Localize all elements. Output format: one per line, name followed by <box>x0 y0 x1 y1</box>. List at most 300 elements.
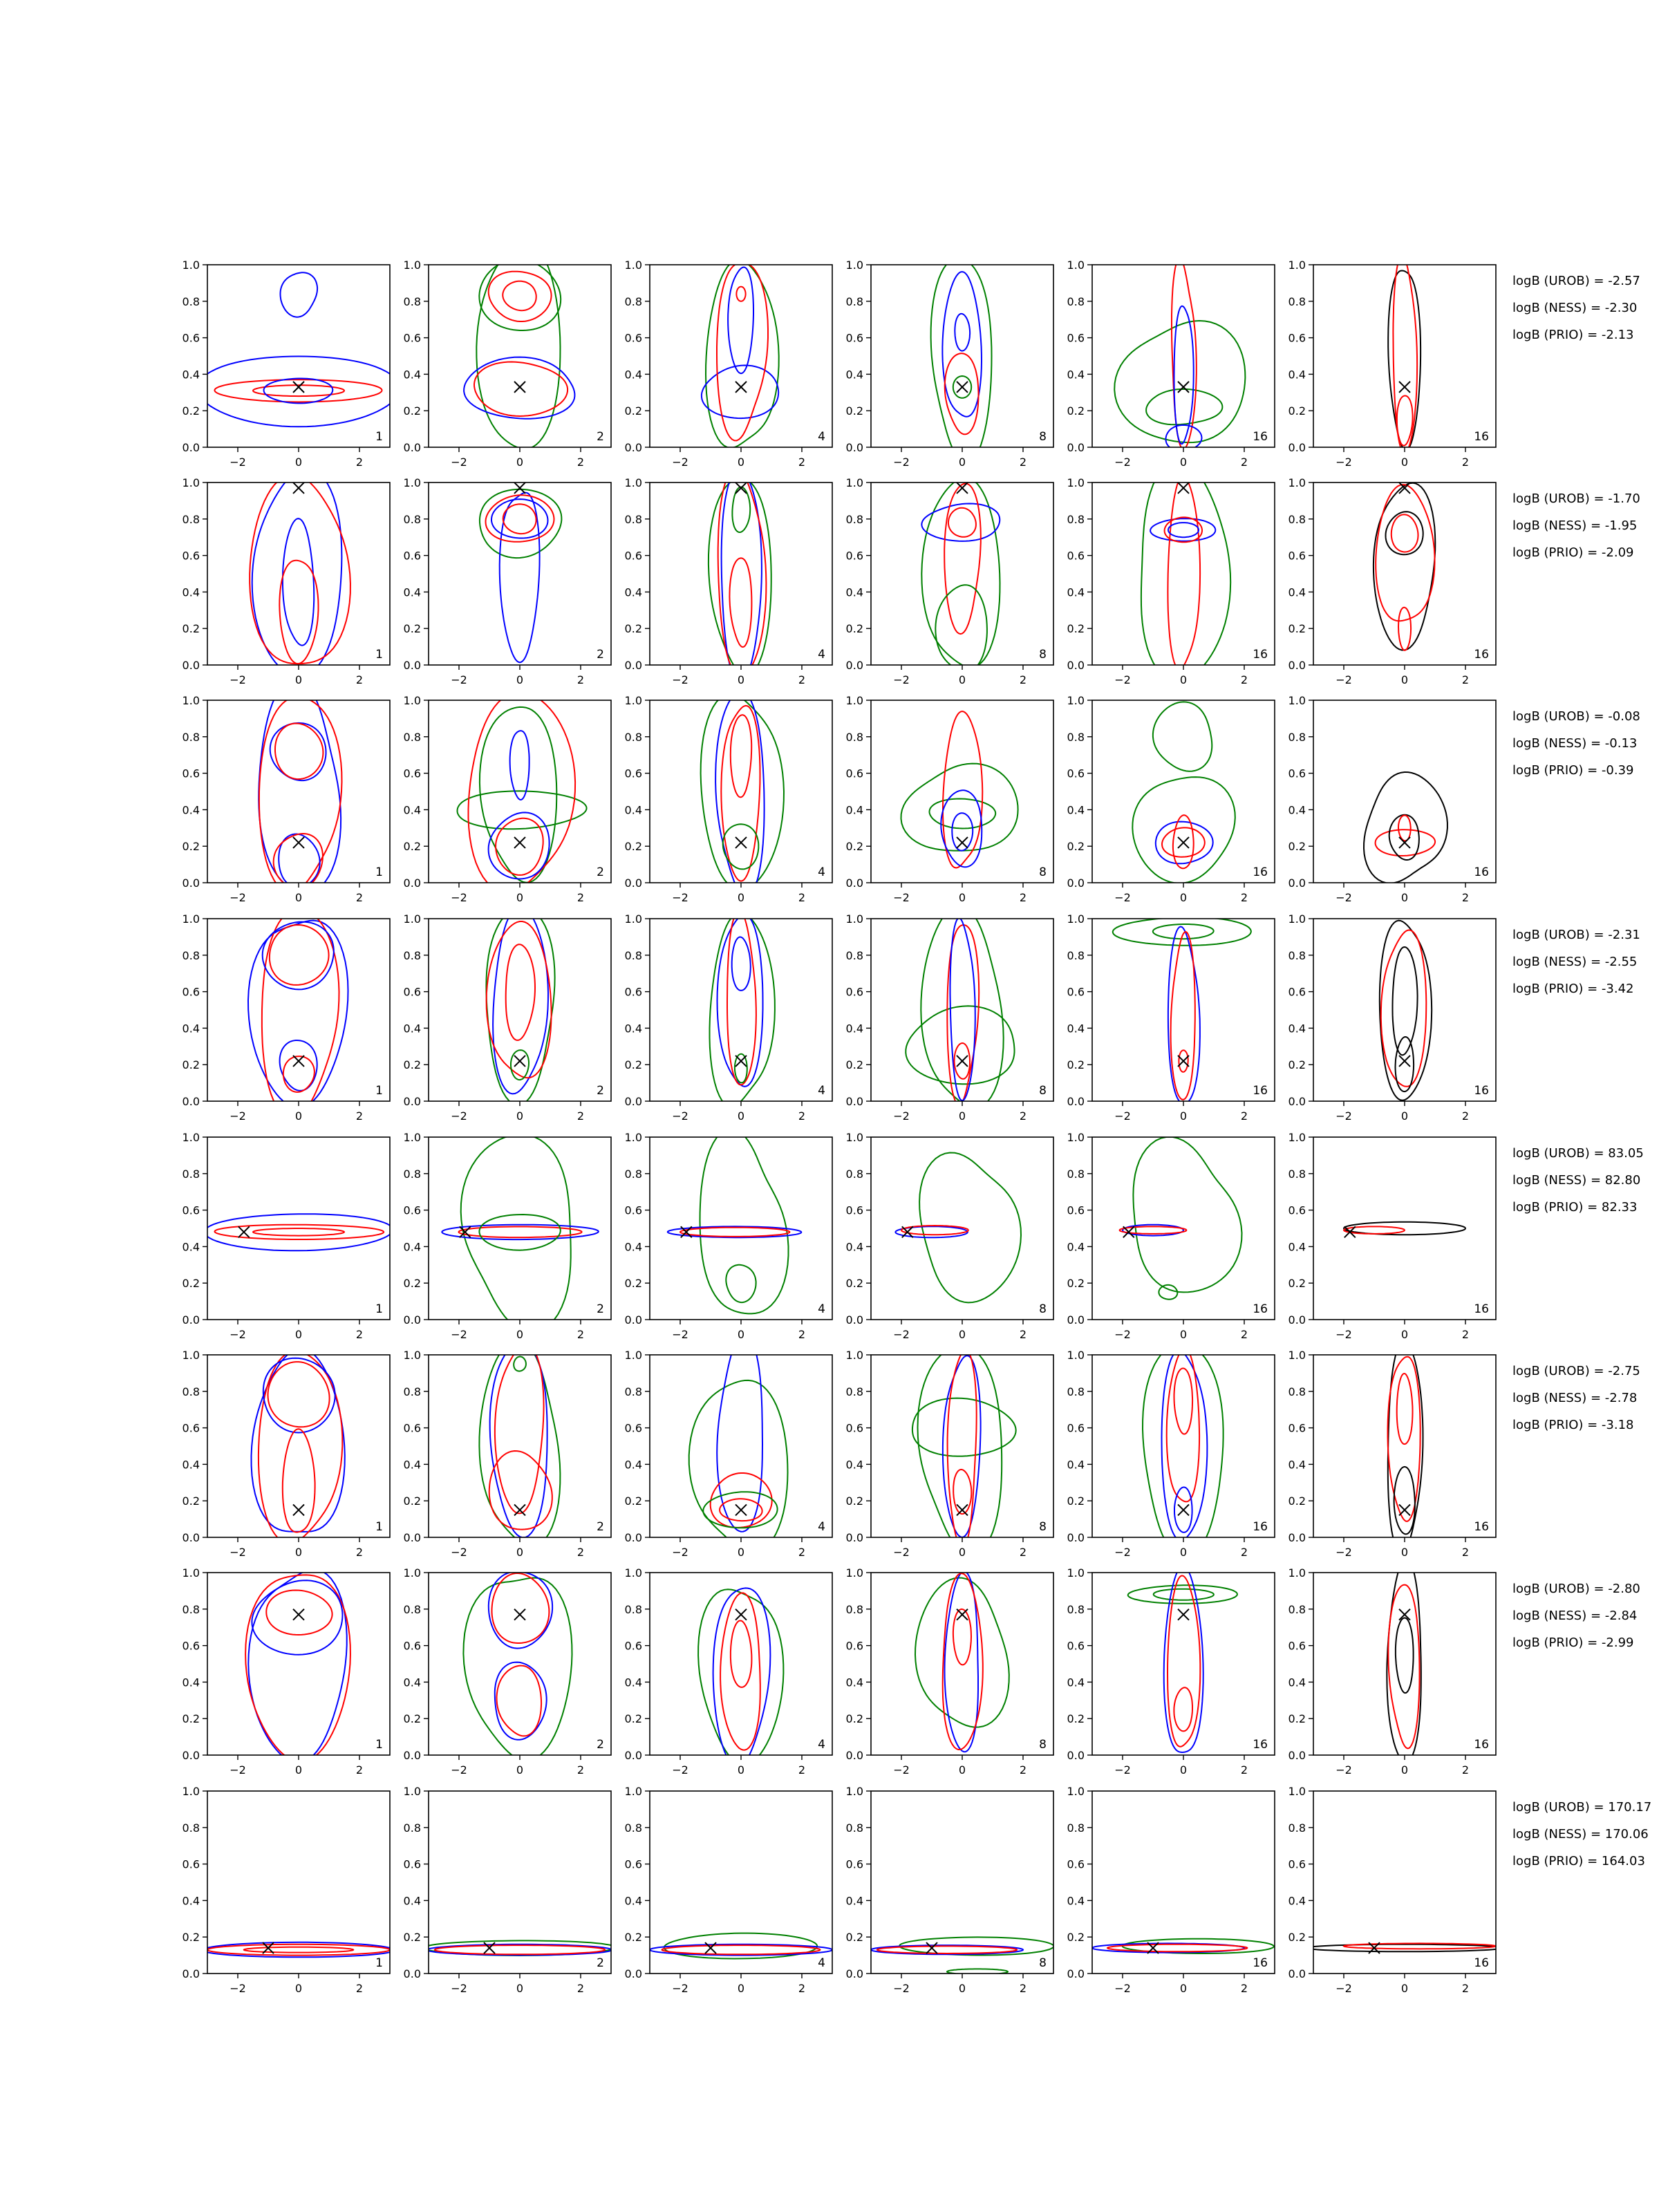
y-tick-label: 0.0 <box>403 1313 421 1327</box>
x-tick-label: 0 <box>516 1982 524 1995</box>
contour-black <box>1393 947 1418 1055</box>
x-tick-label: 0 <box>294 1546 303 1559</box>
y-tick-label: 0.2 <box>403 622 421 636</box>
y-tick-label: 0.6 <box>624 549 642 563</box>
y-tick-label: 0.0 <box>845 441 863 454</box>
y-tick-label: 0.8 <box>403 1167 421 1181</box>
true-value-marker <box>957 837 968 848</box>
y-tick-label: 1.0 <box>624 259 642 272</box>
y-tick-label: 0.6 <box>845 549 863 563</box>
contour-red <box>662 1945 821 1954</box>
contour-group <box>710 910 775 1107</box>
x-tick-label: −2 <box>672 891 688 904</box>
y-tick-label: 0.6 <box>1067 1639 1085 1653</box>
x-tick-label: 0 <box>958 456 966 469</box>
contour-red <box>731 1621 752 1687</box>
contour-black <box>1396 1618 1414 1694</box>
y-tick-label: 1.0 <box>403 259 421 272</box>
axes-frame <box>207 482 390 665</box>
y-tick-label: 0.4 <box>1288 1894 1306 1908</box>
panel-number-label: 16 <box>1253 430 1268 444</box>
axes-frame <box>429 265 611 447</box>
y-tick-label: 0.4 <box>624 1458 642 1472</box>
y-tick-label: 0.6 <box>1067 549 1085 563</box>
panel-r6-c1 <box>182 1349 390 1559</box>
y-tick-label: 0.8 <box>624 512 642 526</box>
contour-red <box>731 715 751 797</box>
y-tick-label: 0.4 <box>624 1240 642 1254</box>
x-tick-label: 2 <box>1019 1546 1027 1559</box>
panel-r8-c6 <box>1288 1785 1502 1995</box>
y-tick-label: 0.0 <box>624 1967 642 1980</box>
panel-number-label: 4 <box>818 430 825 444</box>
x-tick-label: −2 <box>229 673 246 686</box>
x-tick-label: 2 <box>1461 1328 1470 1341</box>
true-value-marker <box>957 1609 968 1620</box>
y-tick-label: 0.2 <box>624 1277 642 1291</box>
x-tick-label: 0 <box>294 673 303 686</box>
y-tick-label: 0.0 <box>1288 877 1306 890</box>
panel-number-label: 16 <box>1474 1084 1489 1098</box>
contour-green <box>710 912 775 1107</box>
y-tick-label: 0.8 <box>845 512 863 526</box>
logb-label: logB (PRIO) = -3.42 <box>1512 982 1634 996</box>
true-value-marker <box>514 837 525 848</box>
contour-red <box>489 272 552 321</box>
x-tick-label: 2 <box>1019 1109 1027 1123</box>
contour-group <box>250 469 350 677</box>
contour-group <box>921 478 1000 672</box>
contour-red <box>711 1473 772 1528</box>
y-tick-label: 0.0 <box>1067 441 1085 454</box>
y-tick-label: 0.0 <box>624 1531 642 1544</box>
axes-frame <box>871 919 1053 1101</box>
y-tick-label: 1.0 <box>624 476 642 489</box>
y-tick-label: 0.6 <box>624 1203 642 1217</box>
x-tick-label: 2 <box>798 891 806 904</box>
contour-black <box>1394 1467 1415 1535</box>
panel-r4-c2 <box>404 907 611 1123</box>
panel-number-label: 1 <box>375 648 383 662</box>
panel-r7-c1 <box>182 1566 390 1777</box>
y-tick-label: 0.6 <box>1067 1203 1085 1217</box>
x-tick-label: 2 <box>577 1109 585 1123</box>
contour-blue <box>495 1662 547 1740</box>
logb-label: logB (NESS) = -2.84 <box>1512 1609 1638 1623</box>
y-tick-label: 1.0 <box>1067 912 1085 926</box>
logb-label: logB (UROB) = -0.08 <box>1512 709 1640 724</box>
x-tick-label: 2 <box>1461 456 1470 469</box>
x-tick-label: −2 <box>1114 673 1131 686</box>
x-tick-label: 0 <box>1400 1109 1409 1123</box>
contour-red <box>486 495 554 542</box>
x-tick-label: −2 <box>451 1982 467 1995</box>
y-tick-label: 0.4 <box>1288 368 1306 382</box>
y-tick-label: 0.6 <box>403 985 421 999</box>
y-tick-label: 0.2 <box>1067 404 1085 418</box>
y-tick-label: 0.2 <box>1288 840 1306 854</box>
y-tick-label: 0.0 <box>1288 441 1306 454</box>
contour-group <box>1143 1344 1224 1558</box>
contour-blue <box>950 918 975 1100</box>
logb-annotations-row-2 <box>1512 491 1640 560</box>
axes-frame <box>650 919 832 1101</box>
contour-black <box>1344 1222 1465 1235</box>
contour-green <box>1113 917 1251 946</box>
contour-red <box>943 711 982 868</box>
true-value-marker <box>514 382 525 393</box>
panel-number-label: 16 <box>1253 1302 1268 1316</box>
y-tick-label: 1.0 <box>1067 1131 1085 1144</box>
y-tick-label: 1.0 <box>624 1785 642 1798</box>
y-tick-label: 0.2 <box>1067 1931 1085 1944</box>
y-tick-label: 0.8 <box>182 1602 200 1616</box>
panel-number-label: 2 <box>597 1302 604 1316</box>
y-tick-label: 0.2 <box>1288 1712 1306 1726</box>
y-tick-label: 0.6 <box>182 985 200 999</box>
y-tick-label: 0.4 <box>182 1676 200 1689</box>
y-tick-label: 0.2 <box>403 1277 421 1291</box>
y-tick-label: 0.6 <box>403 767 421 780</box>
contour-blue <box>510 731 529 800</box>
x-tick-label: 2 <box>798 673 806 686</box>
y-tick-label: 0.0 <box>624 1749 642 1762</box>
panel-number-label: 16 <box>1474 1302 1489 1316</box>
contour-green <box>732 487 750 533</box>
panel-grid <box>182 241 1652 1995</box>
x-tick-label: 2 <box>1019 456 1027 469</box>
contour-blue <box>270 723 326 780</box>
axes-frame <box>207 1573 390 1755</box>
y-tick-label: 0.2 <box>1067 1494 1085 1508</box>
y-tick-label: 1.0 <box>624 1566 642 1580</box>
y-tick-label: 0.0 <box>403 1749 421 1762</box>
panel-r8-c3 <box>625 1785 832 1995</box>
y-tick-label: 0.2 <box>845 1058 863 1072</box>
y-tick-label: 0.4 <box>182 1458 200 1472</box>
contour-red <box>207 1944 390 1956</box>
contour-red <box>492 1573 550 1643</box>
y-tick-label: 0.6 <box>845 767 863 780</box>
y-tick-label: 1.0 <box>1288 1349 1306 1362</box>
y-tick-label: 0.0 <box>624 441 642 454</box>
y-tick-label: 0.8 <box>1067 948 1085 962</box>
x-tick-label: 0 <box>516 1109 524 1123</box>
y-tick-label: 0.2 <box>624 1931 642 1944</box>
y-tick-label: 0.4 <box>403 803 421 817</box>
y-tick-label: 1.0 <box>1288 912 1306 926</box>
contour-group <box>709 468 771 683</box>
contour-red <box>948 508 976 537</box>
x-tick-label: 0 <box>958 1982 966 1995</box>
x-tick-label: 0 <box>1179 1763 1188 1777</box>
y-tick-label: 0.8 <box>1067 1821 1085 1835</box>
x-tick-label: −2 <box>672 456 688 469</box>
contour-red <box>253 1228 344 1236</box>
x-tick-label: −2 <box>1335 1982 1352 1995</box>
contour-group <box>1344 1222 1465 1235</box>
x-tick-label: 2 <box>1019 1982 1027 1995</box>
y-tick-label: 0.0 <box>182 1749 200 1762</box>
contour-group <box>1113 917 1251 1104</box>
x-tick-label: 2 <box>1019 1328 1027 1341</box>
y-tick-label: 1.0 <box>624 1131 642 1144</box>
logb-label: logB (NESS) = 82.80 <box>1512 1173 1641 1188</box>
y-tick-label: 0.2 <box>182 840 200 854</box>
x-tick-label: 0 <box>516 1328 524 1341</box>
y-tick-label: 1.0 <box>624 912 642 926</box>
panel-r1-c4 <box>846 258 1053 469</box>
panel-number-label: 4 <box>818 1738 825 1752</box>
logb-label: logB (PRIO) = 82.33 <box>1512 1200 1638 1215</box>
y-tick-label: 0.0 <box>1288 1313 1306 1327</box>
contour-green <box>1159 1285 1177 1300</box>
contour-green <box>1141 461 1230 682</box>
panel-r2-c4 <box>846 476 1053 686</box>
x-tick-label: 2 <box>355 1328 364 1341</box>
panel-r2-c1 <box>182 469 390 686</box>
x-tick-label: 2 <box>1240 456 1248 469</box>
x-tick-label: 2 <box>355 1546 364 1559</box>
panel-number-label: 1 <box>375 1738 383 1752</box>
contour-group <box>915 1571 1009 1752</box>
y-tick-label: 0.0 <box>1067 659 1085 672</box>
y-tick-label: 0.4 <box>1067 1458 1085 1472</box>
panel-r2-c5 <box>1067 461 1275 686</box>
contour-black <box>1388 1341 1423 1554</box>
x-tick-label: 2 <box>577 891 585 904</box>
contour-group <box>1141 461 1230 682</box>
contour-group <box>1374 483 1435 650</box>
y-tick-label: 0.2 <box>845 404 863 418</box>
x-tick-label: −2 <box>672 1328 688 1341</box>
contour-red <box>283 1429 315 1532</box>
x-tick-label: 0 <box>737 1763 745 1777</box>
y-tick-label: 0.6 <box>1067 985 1085 999</box>
logb-label: logB (NESS) = -2.55 <box>1512 955 1638 969</box>
contour-blue <box>1164 1566 1203 1752</box>
y-tick-label: 0.4 <box>624 1676 642 1689</box>
y-tick-label: 0.6 <box>403 1639 421 1653</box>
contour-red <box>215 379 382 402</box>
contour-red <box>1398 608 1411 650</box>
y-tick-label: 0.2 <box>403 1712 421 1726</box>
y-tick-label: 0.4 <box>403 1240 421 1254</box>
x-tick-label: 0 <box>1400 1982 1409 1995</box>
contour-blue <box>1168 523 1199 537</box>
contour-green <box>1146 389 1222 424</box>
contour-green <box>461 1134 571 1332</box>
x-tick-label: −2 <box>1335 1109 1352 1123</box>
y-tick-label: 0.0 <box>1067 1967 1085 1980</box>
contour-black <box>1364 772 1447 883</box>
true-value-marker <box>460 1226 471 1237</box>
contour-red <box>1376 485 1434 621</box>
y-tick-label: 0.4 <box>182 1894 200 1908</box>
x-tick-label: −2 <box>1114 1109 1131 1123</box>
y-tick-label: 0.0 <box>624 659 642 672</box>
panel-r3-c3 <box>625 692 832 904</box>
panel-number-label: 16 <box>1474 865 1489 879</box>
y-tick-label: 0.4 <box>624 368 642 382</box>
panel-number-label: 8 <box>1039 1956 1047 1970</box>
panel-number-label: 2 <box>597 1520 604 1534</box>
axes-frame <box>1313 919 1496 1101</box>
contour-group <box>486 907 554 1105</box>
y-tick-label: 0.6 <box>624 331 642 345</box>
y-tick-label: 0.2 <box>1067 1058 1085 1072</box>
y-tick-label: 0.2 <box>1288 622 1306 636</box>
axes-frame <box>871 482 1053 665</box>
true-value-marker <box>1399 837 1410 848</box>
y-tick-label: 0.4 <box>182 803 200 817</box>
y-tick-label: 0.4 <box>1288 803 1306 817</box>
y-tick-label: 0.0 <box>182 441 200 454</box>
panel-r3-c1 <box>182 679 390 904</box>
panel-r4-c4 <box>846 906 1053 1123</box>
y-tick-label: 1.0 <box>845 259 863 272</box>
contour-group <box>912 1347 1016 1556</box>
y-tick-label: 0.4 <box>1288 1240 1306 1254</box>
y-tick-label: 1.0 <box>182 1349 200 1362</box>
panel-r5-c3 <box>625 1129 832 1341</box>
contour-red <box>944 484 981 635</box>
x-tick-label: 2 <box>1019 673 1027 686</box>
y-tick-label: 0.8 <box>403 948 421 962</box>
contour-red <box>1344 1226 1405 1234</box>
y-tick-label: 0.8 <box>403 294 421 308</box>
x-tick-label: −2 <box>229 1328 246 1341</box>
contour-blue <box>728 268 753 374</box>
logb-label: logB (UROB) = 170.17 <box>1512 1800 1652 1815</box>
contour-red <box>953 1470 971 1514</box>
panel-number-label: 8 <box>1039 648 1047 662</box>
x-tick-label: 0 <box>294 1328 303 1341</box>
panel-number-label: 1 <box>375 1520 383 1534</box>
axes-frame <box>1313 482 1496 665</box>
y-tick-label: 0.0 <box>403 877 421 890</box>
contour-group <box>198 272 400 427</box>
contour-blue <box>252 1349 345 1532</box>
y-tick-label: 1.0 <box>845 694 863 707</box>
x-tick-label: 2 <box>1240 1763 1248 1777</box>
panel-number-label: 4 <box>818 1956 825 1970</box>
panel-r8-c1 <box>182 1785 394 1995</box>
contour-group <box>248 909 348 1118</box>
x-tick-label: 2 <box>1019 891 1027 904</box>
logb-annotations-row-1 <box>1512 274 1640 342</box>
y-tick-label: 0.4 <box>182 1022 200 1035</box>
y-tick-label: 0.4 <box>845 1894 863 1908</box>
contour-red <box>275 724 323 780</box>
contour-blue <box>281 272 318 317</box>
logb-annotations-row-4 <box>1512 928 1640 996</box>
y-tick-label: 0.2 <box>845 1277 863 1291</box>
y-tick-label: 0.6 <box>403 549 421 563</box>
y-tick-label: 0.8 <box>403 1385 421 1398</box>
x-tick-label: 0 <box>1179 1328 1188 1341</box>
panel-number-label: 4 <box>818 865 825 879</box>
true-value-marker <box>926 1942 937 1953</box>
x-tick-label: 2 <box>355 1982 364 1995</box>
panel-number-label: 16 <box>1474 1520 1489 1534</box>
y-tick-label: 0.0 <box>403 659 421 672</box>
y-tick-label: 1.0 <box>845 1349 863 1362</box>
x-tick-label: 2 <box>577 1982 585 1995</box>
contour-red <box>503 504 536 534</box>
x-tick-label: −2 <box>451 1546 467 1559</box>
contour-green <box>479 259 561 330</box>
contour-red <box>1388 1585 1419 1749</box>
contour-red <box>497 1666 542 1736</box>
axes-frame <box>207 700 390 883</box>
y-tick-label: 1.0 <box>182 1785 200 1798</box>
y-tick-label: 0.0 <box>182 877 200 890</box>
contour-blue <box>650 1944 832 1956</box>
logb-label: logB (NESS) = -0.13 <box>1512 736 1638 751</box>
y-tick-label: 0.8 <box>403 512 421 526</box>
y-tick-label: 0.2 <box>845 1712 863 1726</box>
y-tick-label: 0.2 <box>1067 622 1085 636</box>
panel-number-label: 16 <box>1474 1956 1489 1970</box>
y-tick-label: 0.2 <box>1067 840 1085 854</box>
y-tick-label: 0.4 <box>624 803 642 817</box>
y-tick-label: 0.4 <box>624 1022 642 1035</box>
panel-r5-c5 <box>1067 1131 1275 1341</box>
contour-blue <box>427 1944 612 1956</box>
x-tick-label: −2 <box>672 1546 688 1559</box>
x-tick-label: −2 <box>893 1109 910 1123</box>
y-tick-label: 1.0 <box>1067 476 1085 489</box>
contour-black <box>1396 1037 1414 1091</box>
panel-r6-c2 <box>404 1340 611 1559</box>
y-tick-label: 0.0 <box>182 659 200 672</box>
contour-green <box>689 1380 788 1553</box>
y-tick-label: 0.6 <box>845 1203 863 1217</box>
y-tick-label: 1.0 <box>845 1566 863 1580</box>
contour-group <box>702 260 779 448</box>
panel-r6-c3 <box>625 1334 832 1559</box>
y-tick-label: 1.0 <box>182 259 200 272</box>
panel-number-label: 1 <box>375 1302 383 1316</box>
y-tick-label: 0.4 <box>1288 1458 1306 1472</box>
contour-green <box>915 1578 1009 1727</box>
x-tick-label: 2 <box>1461 1763 1470 1777</box>
x-tick-label: −2 <box>893 1546 910 1559</box>
y-tick-label: 0.4 <box>845 803 863 817</box>
x-tick-label: 0 <box>1400 1546 1409 1559</box>
contour-blue <box>259 679 341 893</box>
panel-r2-c2 <box>404 476 611 686</box>
x-tick-label: −2 <box>229 456 246 469</box>
y-tick-label: 0.6 <box>182 549 200 563</box>
y-tick-label: 1.0 <box>403 1566 421 1580</box>
true-value-marker <box>735 482 747 494</box>
panel-r5-c4 <box>846 1131 1053 1341</box>
y-tick-label: 0.4 <box>1288 1022 1306 1035</box>
y-tick-label: 0.0 <box>845 659 863 672</box>
y-tick-label: 0.6 <box>1288 1857 1306 1871</box>
contour-red <box>1107 1944 1247 1952</box>
panel-number-label: 2 <box>597 1738 604 1752</box>
contour-group <box>650 1933 832 1959</box>
y-tick-label: 0.8 <box>624 730 642 744</box>
axes-frame <box>650 1137 832 1320</box>
y-tick-label: 0.8 <box>1067 1602 1085 1616</box>
y-tick-label: 0.2 <box>624 622 642 636</box>
y-tick-label: 0.2 <box>1288 1277 1306 1291</box>
x-tick-label: 2 <box>1240 1109 1248 1123</box>
